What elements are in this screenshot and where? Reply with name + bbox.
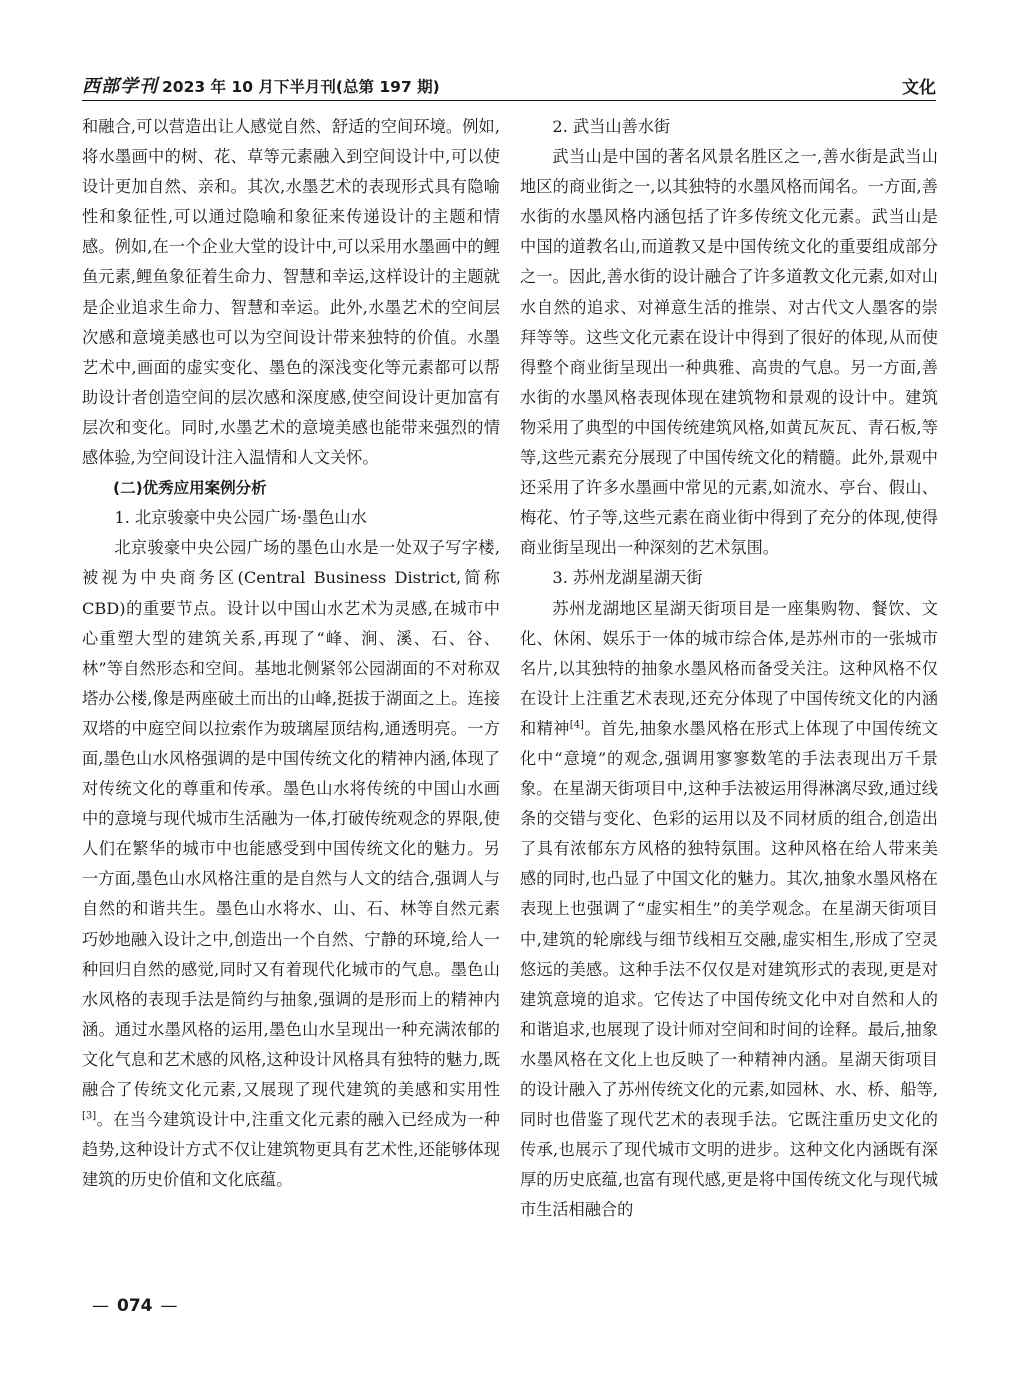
- paragraph-case-2: 武当山是中国的著名风景名胜区之一,善水街是武当山地区的商业街之一,以其独特的水墨风格而闻名。一方面,善水街的水墨风格内涵包括了许多传统文化元素。武当山是中国的道教名山,而道教又是中国传统文化的重要组成部分之一。因此,善水街的设计融合了许多道教文化元素,如对山水自然的追求、对禅意生活的推崇、对古代文人墨客的崇拜等等。这些文化元素在设计中得到了很好的体现,从而使得整个商业街呈现出一种典雅、高贵的气息。另一方面,善水街的水墨风格表现体现在建筑物和景观的设计中。建筑物采用了典型的中国传统建筑风格,如黄瓦灰瓦、青石板,等等,这些元素充分展现了中国传统文化的精髓。此外,景观中还采用了许多水墨画中常见的元素,如流水、亭台、假山、梅花、竹子等,这些元素在商业街中得到了充分的体现,使得商业街呈现出一种深刻的艺术氛围。: [520, 147, 938, 558]
- section-heading: (二)优秀应用案例分析: [113, 479, 267, 498]
- citation-ref: [4]: [569, 719, 584, 731]
- journal-logo: 西部学刊: [82, 76, 158, 97]
- section-name: 文化: [902, 77, 936, 98]
- running-header: [82, 70, 936, 101]
- paragraph-text: 。首先,抽象水墨风格在形式上体现了中国传统文化中“意境”的观念,强调用寥寥数笔的手法表现出万千景象。在星湖天街项目中,这种手法被运用得淋漓尽致,通过线条的交错与变化、色彩的运用以及不同材质的组合,创造出了具有浓郁东方风格的独特氛围。这种风格在给人带来美感的同时,也凸显了中国文化的魅力。其次,抽象水墨风格在表现上也强调了“虚实相生”的美学观念。在星湖天街项目中,建筑的轮廓线与细节线相互交融,虚实相生,形成了空灵悠远的美感。这种手法不仅仅是对建筑形式的表现,更是对建筑意境的追求。它传达了中国传统文化中对自然和人的和谐追求,也展现了设计师对空间和时间的诠释。最后,抽象水墨风格在文化上也反映了一种精神内涵。星湖天街项目的设计融入了苏州传统文化的元素,如园林、水、桥、船等,同时也借鉴了现代艺术的表现手法。它既注重历史文化的传承,也展示了现代城市文明的进步。这种文化内涵既有深厚的历史底蕴,也富有现代感,更是将中国传统文化与现代城市生活相融合的: [520, 718, 939, 1220]
- paragraph-text: 苏州龙湖地区星湖天街项目是一座集购物、餐饮、文化、休闲、娱乐于一体的城市综合体,是苏州市的一张城市名片,以其独特的抽象水墨风格而备受关注。这种风格不仅在设计上注重艺术表现,还充分体现了中国传统文化的内涵和精神: [520, 598, 938, 738]
- footer-dash-right: —: [160, 1296, 178, 1316]
- paragraph-case-1: [82, 533, 500, 1195]
- paragraph-text: 。在当今建筑设计中,注重文化元素的融入已经成为一种趋势,这种设计方式不仅让建筑物更具有艺术性,还能够体现建筑的历史价值和文化底蕴。: [82, 1110, 500, 1190]
- page-footer: [92, 1296, 178, 1316]
- footer-dash-left: —: [92, 1296, 109, 1316]
- paragraph-text: 北京骏豪中央公园广场的墨色山水是一处双子写字楼,被视为中央商务区(Central Business District,简称 CBD)的重要节点。设计以中国山水艺术为灵感,在城市中心重塑大型的建筑关系,再现了“峰、涧、溪、石、谷、林”等自然形态和空间。基地北侧紧邻公园湖面的不对称双塔办公楼,像是两座破土而出的山峰,挺拔于湖面之上。连接双塔的中庭空间以拉索作为玻璃屋顶结构,通透明亮。一方面,墨色山水风格强调的是中国传统文化的精神内涵,体现了对传统文化的尊重和传承。墨色山水将传统的中国山水画中的意境与现代城市生活融为一体,打破传统观念的界限,使人们在繁华的城市中也能感受到中国传统文化的魅力。另一方面,墨色山水风格注重的是自然与人文的结合,强调人与自然的和谐共生。墨色山水将水、山、石、林等自然元素巧妙地融入设计之中,创造出一个自然、宁静的环境,给人一种回归自然的感觉,同时又有着现代化城市的气息。墨色山水风格的表现手法是简约与抽象,强调的是形而上的精神内涵。通过水墨风格的运用,墨色山水呈现出一种充满浓郁的文化气息和艺术感的风格,这种设计风格具有独特的魅力,既融合了传统文化元素,又展现了现代建筑的美感和实用性: [82, 538, 500, 1099]
- right-column: [520, 112, 938, 1225]
- left-column: [82, 112, 500, 1195]
- paragraph-case-3: [520, 594, 938, 1226]
- page-number: 074: [117, 1296, 153, 1316]
- case-heading-2: 2. 武当山善水街: [552, 117, 671, 136]
- case-heading-1: 1. 北京骏豪中央公园广场·墨色山水: [114, 508, 367, 528]
- citation-ref: [3]: [82, 1110, 97, 1122]
- issue-info: 2023 年 10 月下半月刊(总第 197 期): [162, 78, 440, 96]
- paragraph-continuation: 和融合,可以营造出让人感觉自然、舒适的空间环境。例如,将水墨画中的树、花、草等元素融入到空间设计中,可以使设计更加自然、亲和。其次,水墨艺术的表现形式具有隐喻性和象征性,可以通过隐喻和象征来传递设计的主题和情感。例如,在一个企业大堂的设计中,可以采用水墨画中的鲤鱼元素,鲤鱼象征着生命力、智慧和幸运,这样设计的主题就是企业追求生命力、智慧和幸运。此外,水墨艺术的空间层次感和意境美感也可以为空间设计带来独特的价值。水墨艺术中,画面的虚实变化、墨色的深浅变化等元素都可以帮助设计者创造空间的层次感和深度感,使空间设计更加富有层次和变化。同时,水墨艺术的意境美感也能带来强烈的情感体验,为空间设计注入温情和人文关怀。: [82, 117, 500, 468]
- case-heading-3: 3. 苏州龙湖星湖天街: [552, 568, 703, 588]
- header-left: [82, 72, 440, 98]
